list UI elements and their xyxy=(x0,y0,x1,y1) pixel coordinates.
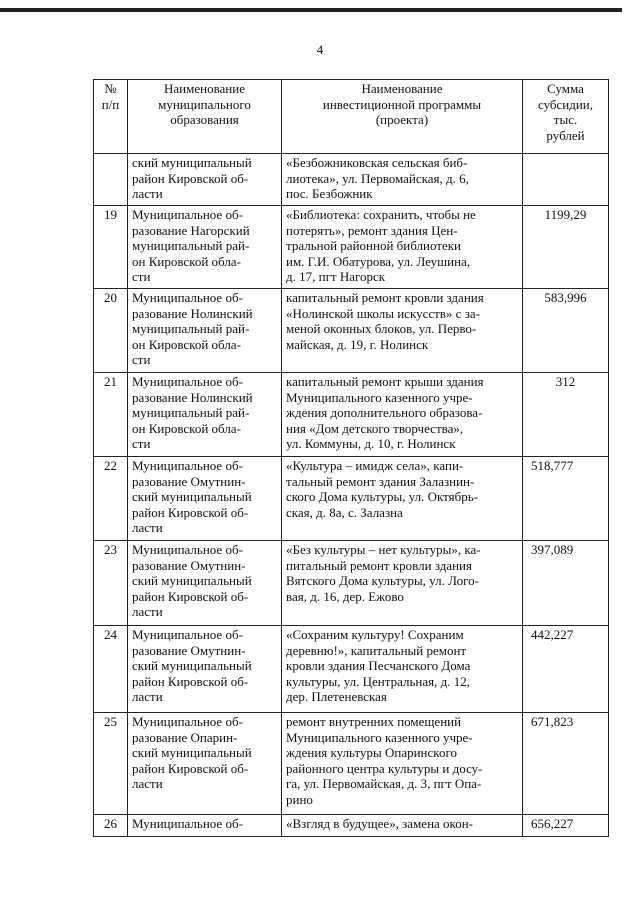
row-amount: 397,089 xyxy=(523,541,609,626)
top-rule xyxy=(0,8,622,12)
row-municipality: Муниципальное об- разование Омутнин- ский муниципальный район Кировской об- ласти xyxy=(128,626,282,713)
row-municipality: ский муниципальный район Кировской об- ласти xyxy=(128,154,282,206)
row-program: «Сохраним культуру! Сохраним деревню!», капитальный ремонт кровли здания Песчанского Дома культуры, ул. Центральная, д. 12, дер. Плетеневская xyxy=(282,626,523,713)
header-municipality: Наименование муниципального образования xyxy=(128,80,282,154)
row-amount: 442,227 xyxy=(523,626,609,713)
table-row xyxy=(94,541,609,626)
table-header-row xyxy=(94,80,609,154)
row-municipality: Муниципальное об- разование Нагорский муниципальный рай- он Кировской обла- сти xyxy=(128,206,282,289)
row-program: «Взгляд в будущее», замена окон- xyxy=(282,815,523,837)
row-municipality: Муниципальное об- xyxy=(128,815,282,837)
row-program: «Библиотека: сохранить, чтобы не потерять», ремонт здания Цен- тральной районной библиотеки им. Г.И. Обатурова, ул. Леушина, д. 17, пгт Нагорск xyxy=(282,206,523,289)
row-program: «Безбожниковская сельская биб- лиотека», ул. Первомайская, д. 6, пос. Безбожник xyxy=(282,154,523,206)
header-num: № п/п xyxy=(94,80,128,154)
row-num: 25 xyxy=(94,713,128,815)
row-amount: 656,227 xyxy=(523,815,609,837)
header-amount: Сумма субсидии, тыс. рублей xyxy=(523,80,609,154)
table-row xyxy=(94,373,609,457)
header-program: Наименование инвестиционной программы (проекта) xyxy=(282,80,523,154)
row-municipality: Муниципальное об- разование Опарин- ский муниципальный район Кировской об- ласти xyxy=(128,713,282,815)
row-num: 24 xyxy=(94,626,128,713)
page-number: 4 xyxy=(316,42,324,57)
row-num: 22 xyxy=(94,457,128,541)
row-num: 26 xyxy=(94,815,128,837)
table-row xyxy=(94,289,609,373)
table-row xyxy=(94,457,609,541)
row-num: 20 xyxy=(94,289,128,373)
row-program: «Культура – имидж села», капи- тальный ремонт здания Залазнин- ского Дома культуры, ул. Октябрь- ская, д. 8а, с. Залазна xyxy=(282,457,523,541)
row-num: 19 xyxy=(94,206,128,289)
subsidy-table xyxy=(93,79,609,837)
row-amount: 518,777 xyxy=(523,457,609,541)
row-num: 21 xyxy=(94,373,128,457)
table-row xyxy=(94,626,609,713)
row-municipality: Муниципальное об- разование Нолинский муниципальный рай- он Кировской обла- сти xyxy=(128,289,282,373)
row-amount: 671,823 xyxy=(523,713,609,815)
table-row xyxy=(94,815,609,837)
row-amount: 583,996 xyxy=(523,289,609,373)
row-amount: 1199,29 xyxy=(523,206,609,289)
row-program: «Без культуры – нет культуры», ка- питальный ремонт кровли здания Вятского Дома культуры, ул. Лого- вая, д. 16, дер. Ежово xyxy=(282,541,523,626)
row-amount: 312 xyxy=(523,373,609,457)
row-num xyxy=(94,154,128,206)
row-program: капитальный ремонт кровли здания «Нолинской школы искусств» с за- меной оконных блоков, ул. Перво- майская, д. 19, г. Нолинск xyxy=(282,289,523,373)
row-program: капитальный ремонт крыши здания Муниципального казенного учре- ждения дополнительного образова- ния «Дом детского творчества», ул. Коммуны, д. 10, г. Нолинск xyxy=(282,373,523,457)
row-amount xyxy=(523,154,609,206)
row-program: ремонт внутренних помещений Муниципального казенного учре- ждения культуры Опаринского районного центра культуры и досу- га, ул. Первомайская, д. 3, пгт Опа- рино xyxy=(282,713,523,815)
table-row xyxy=(94,713,609,815)
table-row xyxy=(94,206,609,289)
row-municipality: Муниципальное об- разование Омутнин- ский муниципальный район Кировской об- ласти xyxy=(128,541,282,626)
row-municipality: Муниципальное об- разование Нолинский муниципальный рай- он Кировской обла- сти xyxy=(128,373,282,457)
row-num: 23 xyxy=(94,541,128,626)
row-municipality: Муниципальное об- разование Омутнин- ский муниципальный район Кировской об- ласти xyxy=(128,457,282,541)
table-row xyxy=(94,154,609,206)
